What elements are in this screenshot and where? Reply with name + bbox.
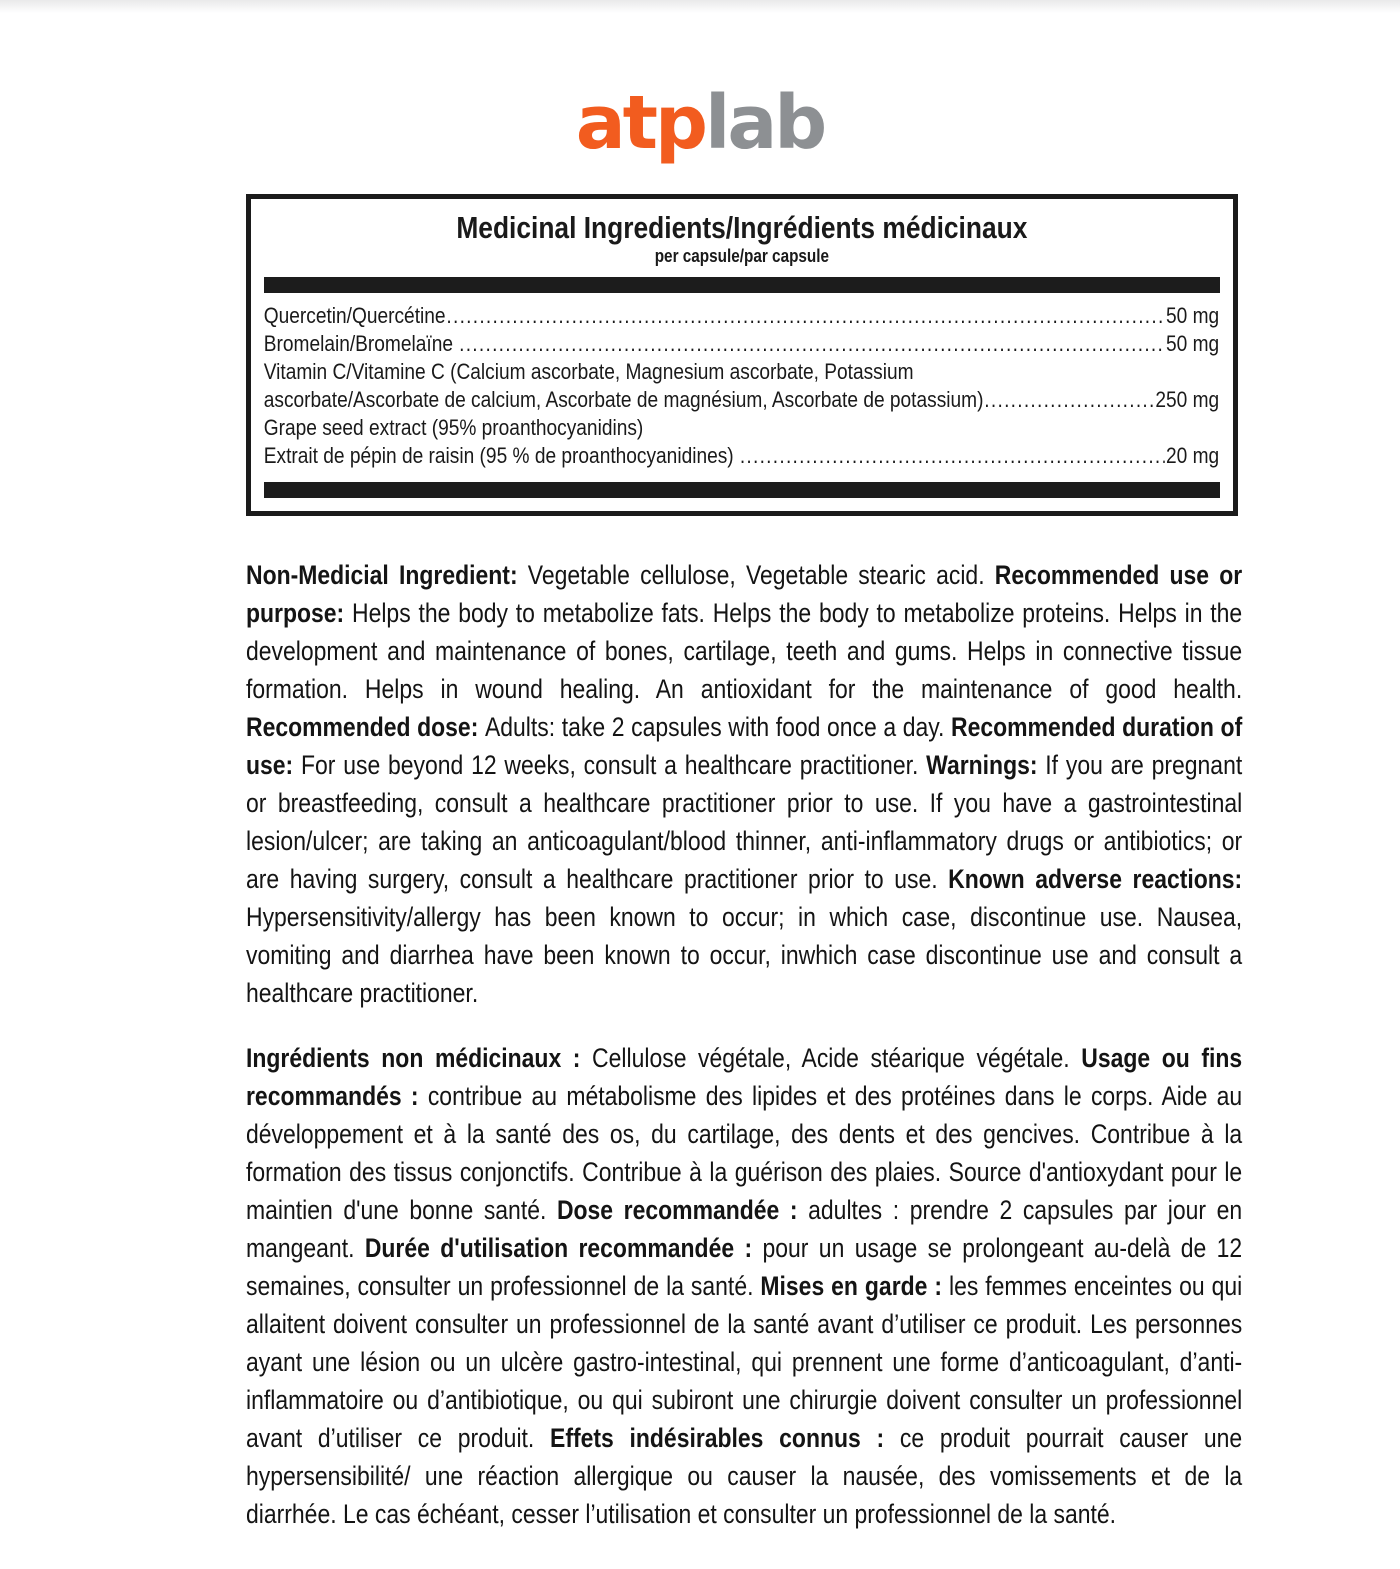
panel-title: Medicinal Ingredients/Ingrédients médicinaux [456,210,1028,245]
section-label: Durée d'utilisation recommandée : [364,1233,763,1263]
panel-header [251,199,1233,277]
ingredient-rows [251,293,1233,482]
ingredient-amount: 50 mg [1165,331,1220,356]
dot-leader [984,386,1154,414]
section-text: Hypersensitivity/allergy has been known to occur; in which case, discontinue use. Nausea, vomiting and diarrhea have been known to occur, inwhich case discontinue use and consult a healthcare practitioner. [246,902,1243,1008]
section-label: Recommended duration of use: [246,712,1243,780]
ingredient-amount: 20 mg [1165,443,1220,468]
ingredient-amount: 50 mg [1165,303,1220,328]
ingredient-line [264,386,1219,414]
section-label: Effets indésirables connus : [550,1423,900,1453]
ingredient-name: Extrait de pépin de raisin (95 % de proanthocyanidines) [263,443,739,468]
dot-leader [740,442,1165,470]
section-label: Dose recommandée : [556,1195,809,1225]
divider-bar-top [264,277,1220,293]
dot-leader [446,302,1165,330]
section-text: les femmes enceintes ou qui allaitent doivent consulter un professionnel de la santé avant d’utiliser ce produit. Les personnes ayant une lésion ou un ulcère gastro-intestinal, qui prennent une forme d’anticoagulant, d’anti-inflammatoire ou d’antibiotique, ou qui subiront une chirurgie doivent consulter un professionnel avant d’utiliser ce produit. [246,1271,1243,1453]
ingredient-name: Grape seed extract (95% proanthocyanidins) [263,415,644,440]
paragraph-english [246,556,1242,1012]
section-label: Known adverse reactions: [948,864,1243,894]
medicinal-ingredients-panel [246,194,1238,516]
section-label: Mises en garde : [760,1271,949,1301]
section-text: contribue au métabolisme des lipides et des protéines dans le corps. Aide au développement et à la santé des os, du cartilage, des dents et des gencives. Contribue à la formation des tissus conjonctifs. Contribue à la guérison des plaies. Source d'antioxydant pour le maintien d'une bonne santé. [246,1081,1243,1225]
section-label: Recommended dose: [246,712,485,742]
section-text: Vegetable cellulose, Vegetable stearic acid. [527,560,995,590]
panel-subtitle: per capsule/par capsule [654,246,830,266]
ingredient-name: Bromelain/Bromelaïne [263,331,459,356]
logo-atp-text: atp [575,80,705,166]
ingredient-line [264,358,1219,386]
section-text: For use beyond 12 weeks, consult a healthcare practitioner. [300,750,927,780]
section-label: Ingrédients non médicinaux : [246,1043,593,1073]
dot-leader [459,330,1165,358]
section-label: Recommended use or purpose: [246,560,1243,628]
section-label: Non-Medicial Ingredient: [246,560,528,590]
logo-lab-text: lab [705,80,825,166]
section-text: adultes : prendre 2 capsules par jour en mangeant. [246,1195,1243,1263]
brand-logo [0,0,1400,166]
divider-bar-bottom [264,482,1220,498]
section-text: If you are pregnant or breastfeeding, consult a healthcare practitioner prior to use. If you have a gastrointestinal lesion/ulcer; are taking an anticoagulant/blood thinner, anti-inflammatory drugs or antibiotics; or are having surgery, consult a healthcare practitioner prior to use. [246,750,1243,894]
ingredient-line [264,442,1219,470]
section-text: pour un usage se prolongeant au-delà de 12 semaines, consulter un professionnel de la santé. [246,1233,1243,1301]
section-text: Adults: take 2 capsules with food once a day. [484,712,952,742]
ingredient-line [264,414,1219,442]
section-text: ce produit pourrait causer une hypersensibilité/ une réaction allergique ou causer la nausée, des vomissements et de la diarrhée. Le cas échéant, cesser l’utilisation et consulter un professionnel de la santé. [246,1423,1243,1529]
ingredient-line [264,330,1219,358]
section-text: Cellulose végétale, Acide stéarique végétale. [592,1043,1082,1073]
paragraph-french [246,1039,1242,1533]
ingredient-amount: 250 mg [1155,387,1220,412]
section-text: Helps the body to metabolize fats. Helps the body to metabolize proteins. Helps in the development and maintenance of bones, cartilage, teeth and gums. Helps in connective tissue formation. Helps in wound healing. An antioxidant for the maintenance of good health. [246,598,1243,704]
section-label: Usage ou fins recommandés : [246,1043,1243,1111]
top-edge-shadow [0,0,1400,13]
ingredient-name: ascorbate/Ascorbate de calcium, Ascorbate de magnésium, Ascorbate de potassium) [263,387,984,412]
section-label: Warnings: [926,750,1046,780]
ingredient-name: Vitamin C/Vitamine C (Calcium ascorbate, Magnesium ascorbate, Potassium [263,359,914,384]
ingredient-line [264,302,1219,330]
ingredient-name: Quercetin/Quercétine [263,303,446,328]
